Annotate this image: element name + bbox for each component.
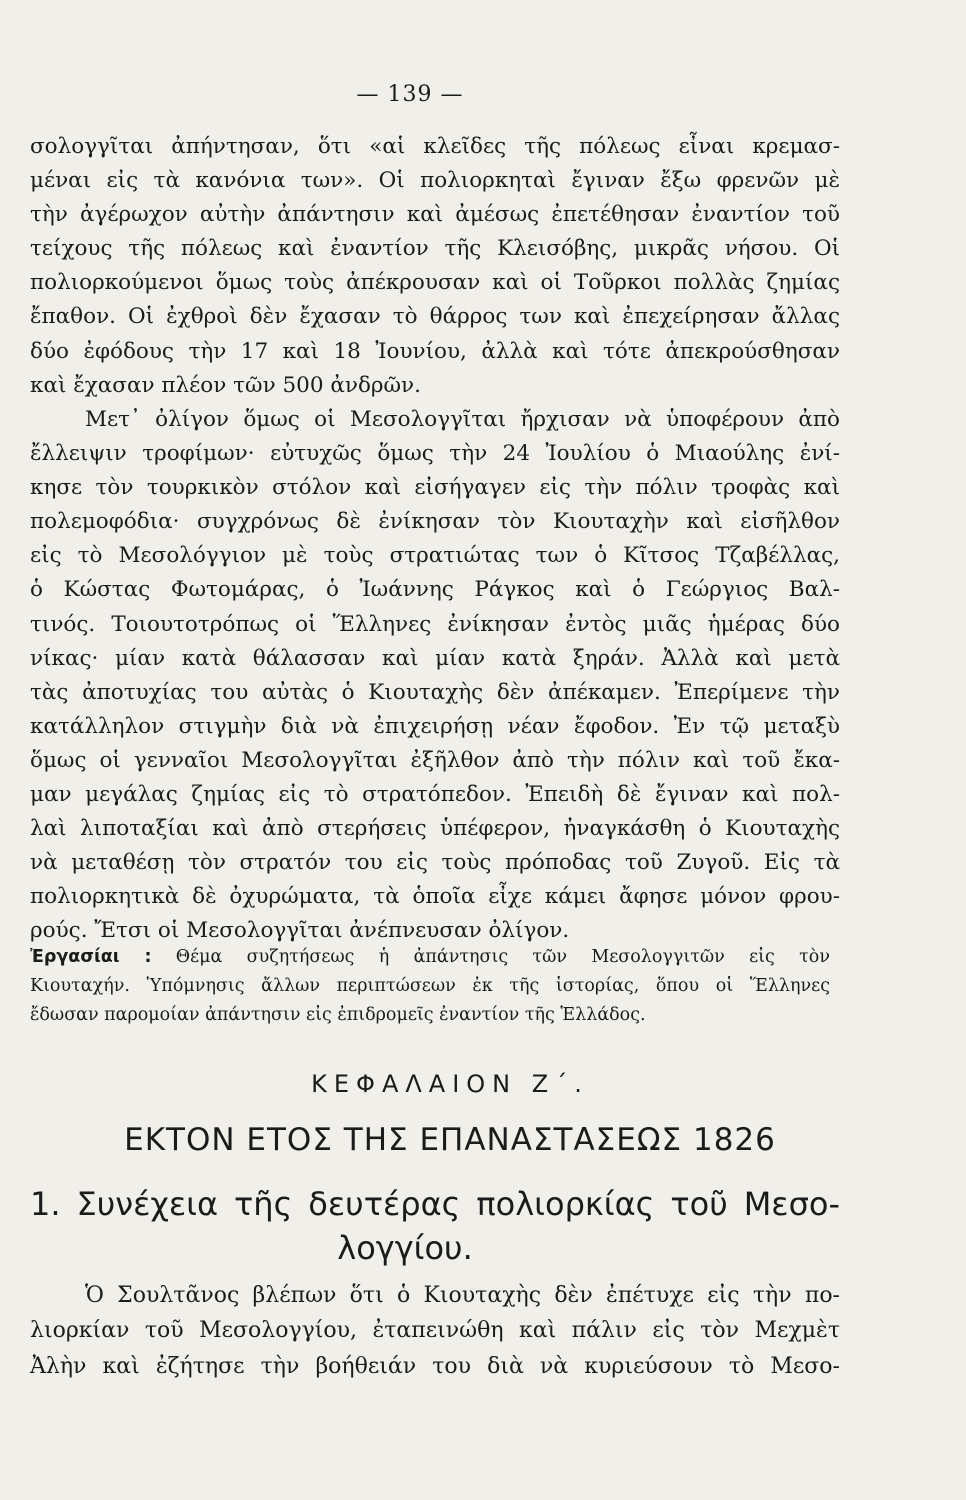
text-line: Μετ᾽ ὀλίγον ὅμως οἱ Μεσολογγῖται ἤρχισαν νὰ ὑποφέρουν ἀπὸ	[85, 407, 840, 432]
paragraph-1	[30, 130, 840, 403]
text-line: δύο ἐφόδους τὴν 17 καὶ 18 Ἰουνίου, ἀλλὰ καὶ τότε ἀπεκρούσθησαν	[30, 338, 840, 364]
text-line: πολεμοφόδια· συγχρόνως δὲ ἐνίκησαν τὸν Κιουταχὴν καὶ εἰσῆλθον	[30, 509, 840, 535]
text-line: τὴν ἀγέρωχον αὐτὴν ἀπάντησιν καὶ ἀμέσως ἐπετέθησαν ἐναντίον τοῦ	[30, 202, 840, 228]
chapter-label: ΚΕΦΑΛΑΙΟΝ Ζ΄.	[311, 1070, 589, 1098]
closing-paragraph	[30, 1278, 840, 1384]
exercises-note	[30, 943, 830, 1030]
text-line: καὶ ἔχασαν πλέον τῶν 500 ἀνδρῶν.	[30, 372, 421, 398]
text-line: μαν μεγάλας ζημίας εἰς τὸ στρατόπεδον. Ἐπειδὴ δὲ ἔγιναν καὶ πολ-	[30, 782, 840, 808]
text-line: πολιορκητικὰ δὲ ὀχυρώματα, τὰ ὁποῖα εἶχε κάμει ἄφησε μόνον φρου-	[30, 884, 840, 910]
text-line: τείχους τῆς πόλεως καὶ ἐναντίον τῆς Κλεισόβης, μικρᾶς νήσου. Οἱ	[30, 236, 840, 262]
section-title-line: λογγίου.	[337, 1229, 473, 1267]
text-line: μέναι εἰς τὰ κανόνια των». Οἱ πολιορκηταὶ ἔγιναν ἔξω φρενῶν μὲ	[30, 168, 840, 194]
text-line: λιορκίαν τοῦ Μεσολογγίου, ἐταπεινώθη καὶ πάλιν εἰς τὸν Μεχμὲτ	[30, 1318, 840, 1344]
text-line: Ὁ Σουλτᾶνος βλέπων ὅτι ὁ Κιουταχὴς δὲν ἐπέτυχε εἰς τὴν πο-	[85, 1283, 840, 1308]
text-line: Ἀλὴν καὶ ἐζήτησε τὴν βοήθειάν του διὰ νὰ κυριεύσουν τὸ Μεσο-	[30, 1353, 840, 1379]
text-line: Κιουταχήν. Ὑπόμνησις ἄλλων περιπτώσεων ἐκ τῆς ἱστορίας, ὅπου οἱ Ἕλληνες	[30, 976, 830, 996]
text-line: ὁ Κώστας Φωτομάρας, ὁ Ἰωάννης Ράγκος καὶ ὁ Γεώργιος Βαλ-	[30, 577, 840, 603]
text-line	[30, 943, 830, 972]
text-line: ἔλλειψιν τροφίμων· εὐτυχῶς ὅμως τὴν 24 Ἰουλίου ὁ Μιαούλης ἐνί-	[30, 441, 840, 467]
exercises-text: Θέμα συζητήσεως ἡ ἀπάντησις τῶν Μεσολογγιτῶν εἰς τὸν	[175, 947, 830, 967]
text-line: σολογγῖται ἀπήντησαν, ὅτι «αἱ κλεῖδες τῆς πόλεως εἶναι κρεμασ-	[30, 134, 840, 159]
text-line: ὅμως οἱ γενναῖοι Μεσολογγῖται ἐξῆλθον ἀπὸ τὴν πόλιν καὶ τοῦ ἔκα-	[30, 747, 840, 773]
text-line: ἔπαθον. Οἱ ἐχθροὶ δὲν ἔχασαν τὸ θάρρος των καὶ ἐπεχείρησαν ἄλλας	[30, 304, 840, 330]
page-number: — 139 —	[356, 82, 464, 107]
text-line: κησε τὸν τουρκικὸν στόλον καὶ εἰσήγαγεν εἰς τὴν πόλιν τροφὰς καὶ	[30, 475, 840, 501]
text-line: κατάλληλον στιγμὴν διὰ νὰ ἐπιχειρήσῃ νέαν ἔφοδον. Ἐν τῷ μεταξὺ	[30, 713, 840, 739]
text-line: πολιορκούμενοι ὅμως τοὺς ἀπέκρουσαν καὶ οἱ Τοῦρκοι πολλὰς ζημίας	[30, 270, 840, 296]
paragraph-2	[30, 403, 840, 949]
section-title-line: 1. Συνέχεια τῆς δευτέρας πολιορκίας τοῦ Μεσο-	[30, 1185, 840, 1223]
text-line: νὰ μεταθέσῃ τὸν στρατόν του εἰς τοὺς πρόποδας τοῦ Ζυγοῦ. Εἰς τὰ	[30, 850, 840, 876]
text-line: νίκας· μίαν κατὰ θάλασσαν καὶ μίαν κατὰ ξηράν. Ἀλλὰ καὶ μετὰ	[30, 645, 840, 671]
text-line: εἰς τὸ Μεσολόγγιον μὲ τοὺς στρατιώτας των ὁ Κῖτσος Τζαβέλλας,	[30, 543, 840, 569]
section-title	[30, 1182, 840, 1270]
text-line: τινός. Τοιουτοτρόπως οἱ Ἕλληνες ἐνίκησαν ἐντὸς μιᾶς ἡμέρας δύο	[30, 611, 840, 637]
text-line: λαὶ λιποταξίαι καὶ ἀπὸ στερήσεις ὑπέφερον, ἠναγκάσθη ὁ Κιουταχὴς	[30, 816, 840, 842]
text-line: ἔδωσαν παρομοίαν ἀπάντησιν εἰς ἐπιδρομεῖς ἐναντίον τῆς Ἑλλάδος.	[30, 1005, 646, 1025]
text-line: ρούς. Ἔτσι οἱ Μεσολογγῖται ἀνέπνευσαν ὀλίγον.	[30, 918, 570, 944]
chapter-title: ΕΚΤΟΝ ΕΤΟΣ ΤΗΣ ΕΠΑΝΑΣΤΑΣΕΩΣ 1826	[124, 1122, 776, 1158]
text-line: τὰς ἀποτυχίας του αὐτὰς ὁ Κιουταχὴς δὲν ἀπέκαμεν. Ἐπερίμενε τὴν	[30, 679, 840, 705]
exercises-label: Ἐργασίαι :	[30, 947, 152, 967]
